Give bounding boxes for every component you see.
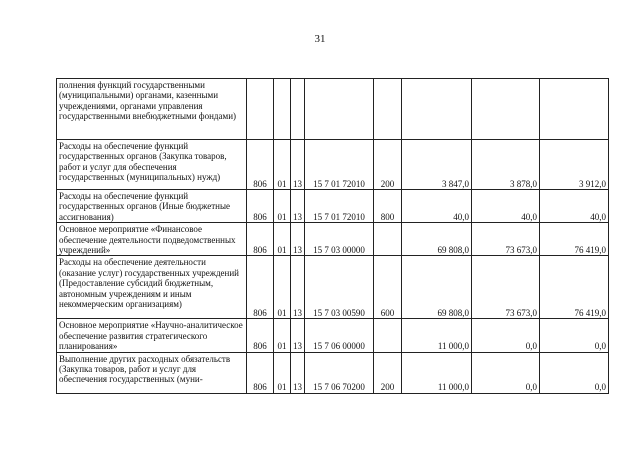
- row-type: 200: [374, 352, 402, 393]
- row-type: 200: [374, 140, 402, 190]
- row-year2: [472, 79, 540, 140]
- row-subsection: 13: [291, 140, 305, 190]
- row-year1: 11 000,0: [402, 352, 472, 393]
- row-ministry: 806: [247, 223, 274, 256]
- row-section: [274, 79, 291, 140]
- row-subsection: 13: [291, 352, 305, 393]
- budget-table: [56, 78, 609, 394]
- row-subsection: 13: [291, 319, 305, 352]
- row-name: Расходы на обеспечение деятельности (оказание услуг) государственных учреждений (Предоставление субсидий бюджетным, автономным учреждениям и иным некоммерческим организациям): [57, 256, 247, 319]
- row-subsection: [291, 79, 305, 140]
- row-target: 15 7 01 72010: [305, 140, 374, 190]
- row-year2: 0,0: [472, 319, 540, 352]
- row-year3: [540, 79, 609, 140]
- row-target: 15 7 06 70200: [305, 352, 374, 393]
- row-name: Расходы на обеспечение функций государственных органов (Закупка товаров, работ и услуг для обеспечения государственных (муниципальных) нужд): [57, 140, 247, 190]
- table-row: [57, 223, 609, 256]
- row-year3: 0,0: [540, 319, 609, 352]
- table-row: [57, 190, 609, 223]
- row-year1: 40,0: [402, 190, 472, 223]
- row-year2: 0,0: [472, 352, 540, 393]
- row-target: [305, 79, 374, 140]
- row-section: 01: [274, 319, 291, 352]
- row-ministry: 806: [247, 319, 274, 352]
- row-year3: 0,0: [540, 352, 609, 393]
- row-section: 01: [274, 256, 291, 319]
- row-section: 01: [274, 352, 291, 393]
- row-type: [374, 79, 402, 140]
- row-ministry: 806: [247, 352, 274, 393]
- page-number: 31: [314, 33, 326, 45]
- table-body: [57, 79, 609, 394]
- row-type: 600: [374, 256, 402, 319]
- row-year1: 3 847,0: [402, 140, 472, 190]
- row-subsection: 13: [291, 223, 305, 256]
- row-section: 01: [274, 190, 291, 223]
- row-section: 01: [274, 223, 291, 256]
- row-ministry: 806: [247, 140, 274, 190]
- row-year2: 3 878,0: [472, 140, 540, 190]
- row-ministry: 806: [247, 190, 274, 223]
- row-year1: [402, 79, 472, 140]
- row-name: Основное мероприятие «Финансовое обеспечение деятельности подведомственных учреждений»: [57, 223, 247, 256]
- row-subsection: 13: [291, 190, 305, 223]
- row-year1: 69 808,0: [402, 223, 472, 256]
- row-year1: 69 808,0: [402, 256, 472, 319]
- row-name: Расходы на обеспечение функций государственных органов (Иные бюджетные ассигнования): [57, 190, 247, 223]
- row-target: 15 7 01 72010: [305, 190, 374, 223]
- row-year3: 76 419,0: [540, 256, 609, 319]
- row-year3: 40,0: [540, 190, 609, 223]
- row-subsection: 13: [291, 256, 305, 319]
- row-target: 15 7 03 00000: [305, 223, 374, 256]
- table-row: [57, 140, 609, 190]
- row-name: Выполнение других расходных обязательств (Закупка товаров, работ и услуг для обеспечения государственных (муни-: [57, 352, 247, 393]
- row-target: 15 7 06 00000: [305, 319, 374, 352]
- row-name: Основное мероприятие «Научно-аналитическое обеспечение развития стратегического планирования»: [57, 319, 247, 352]
- row-year3: 76 419,0: [540, 223, 609, 256]
- row-ministry: [247, 79, 274, 140]
- table-row: [57, 256, 609, 319]
- table-row: [57, 79, 609, 140]
- row-type: 800: [374, 190, 402, 223]
- row-ministry: 806: [247, 256, 274, 319]
- table-row: [57, 319, 609, 352]
- row-name: полнения функций государственными (муниципальными) органами, казенными учреждениями, органами управления государственными внебюджетными фондами): [57, 79, 247, 140]
- row-year2: 73 673,0: [472, 256, 540, 319]
- row-section: 01: [274, 140, 291, 190]
- row-type: [374, 319, 402, 352]
- table-row: [57, 352, 609, 393]
- row-year1: 11 000,0: [402, 319, 472, 352]
- row-year3: 3 912,0: [540, 140, 609, 190]
- row-type: [374, 223, 402, 256]
- row-year2: 40,0: [472, 190, 540, 223]
- row-target: 15 7 03 00590: [305, 256, 374, 319]
- row-year2: 73 673,0: [472, 223, 540, 256]
